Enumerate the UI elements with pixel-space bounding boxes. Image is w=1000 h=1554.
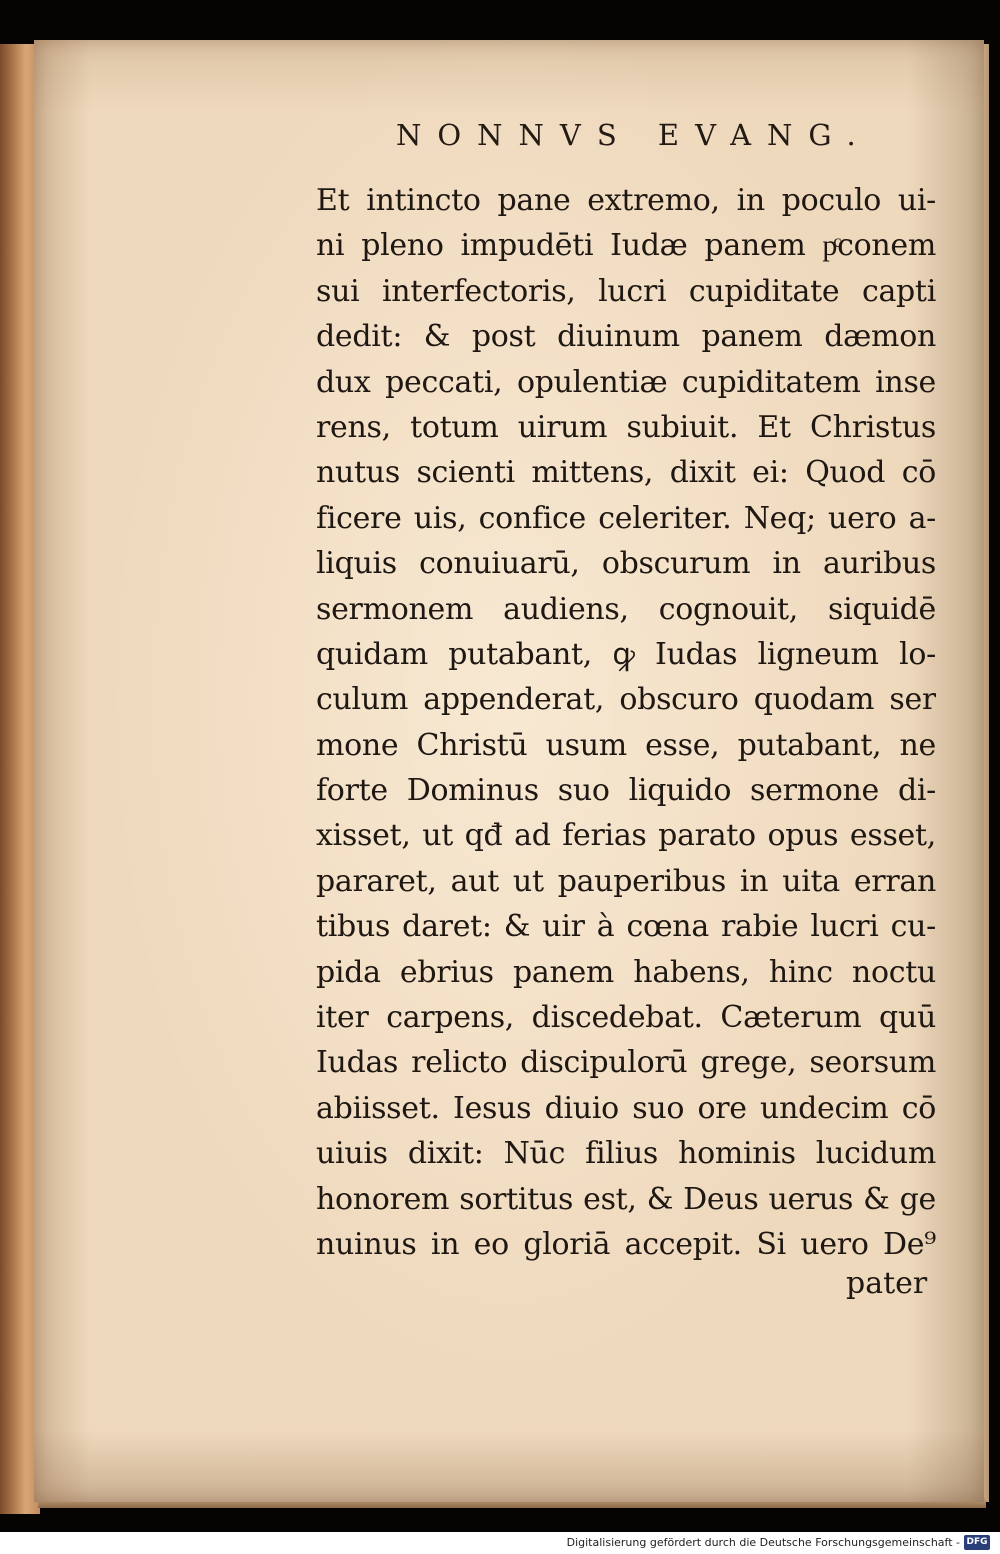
funding-credit: Digitalisierung gefördert durch die Deutsche Forschungsgemeinschaft -	[566, 1536, 960, 1549]
text-line: tibus daret: & uir à cœna rabie lucri cu-	[316, 909, 936, 945]
text-line: rens, totum uirum subiuit. Et Christus	[316, 409, 936, 445]
body-text	[316, 178, 936, 1267]
text-line: uiuis dixit: Nūc filius hominis lucidum	[316, 1136, 936, 1172]
text-line: sermonem audiens, cognouit, siquidē	[316, 591, 936, 627]
text-line: abiisset. Iesus diuio suo ore undecim cō	[316, 1090, 936, 1126]
text-line: ni pleno impudēti Iudæ panem pͨconem	[316, 228, 936, 264]
text-line: liquis conuiuarū, obscurum in auribus	[316, 546, 936, 582]
text-line: ficere uis, confice celeriter. Neq; uero a-	[316, 500, 936, 536]
text-line: dedit: & post diuinum panem dæmon	[316, 319, 936, 355]
text-line: dux peccati, opulentiæ cupiditatem inse	[316, 364, 936, 400]
text-line: quidam putabant, ꝙ Iudas ligneum lo-	[316, 636, 936, 672]
text-line: Iudas relicto discipulorū grege, seorsum	[316, 1045, 936, 1081]
text-line: pararet, aut ut pauperibus in uita erran	[316, 863, 936, 899]
running-title: NONNVS EVANG.	[396, 118, 872, 152]
text-line: nuinus in eo gloriā accepit. Si uero De⁹	[316, 1226, 936, 1262]
text-line: Et intincto pane extremo, in poculo ui-	[316, 183, 936, 218]
catchword: pater	[846, 1266, 928, 1301]
text-line: culum appenderat, obscuro quodam ser	[316, 682, 936, 718]
text-line: forte Dominus suo liquido sermone di-	[316, 773, 936, 809]
text-line: sui interfectoris, lucri cupiditate capti	[316, 273, 936, 309]
text-line: iter carpens, discedebat. Cæterum quū	[316, 1000, 936, 1036]
text-line: mone Christū usum esse, putabant, ne	[316, 727, 936, 763]
dfg-logo-icon: DFG	[964, 1535, 990, 1550]
text-line: honorem sortitus est, & Deus uerus & ge	[316, 1181, 936, 1217]
text-line: nutus scienti mittens, dixit ei: Quod cō	[316, 455, 936, 491]
text-line: pida ebrius panem habens, hinc noctu	[316, 954, 936, 990]
text-line: xisset, ut qđ ad ferias parato opus esset,	[316, 818, 936, 854]
